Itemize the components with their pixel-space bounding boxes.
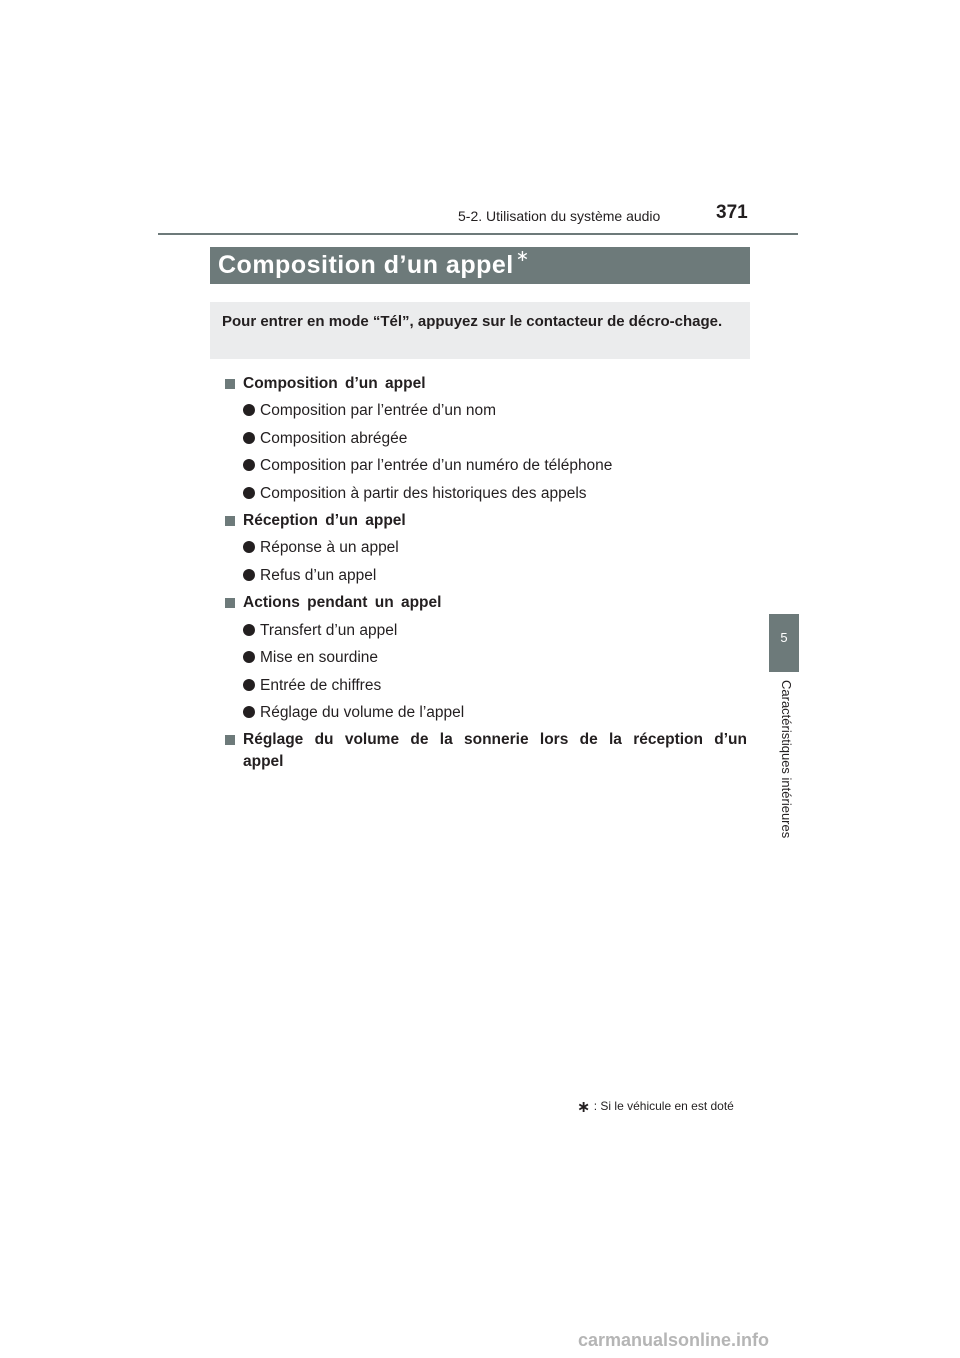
footnote: [577, 1097, 734, 1117]
page-title: Composition d’un appel: [218, 251, 514, 279]
list-item: [243, 620, 397, 642]
list-item-text: Composition par l’entrée d’un nom: [260, 402, 497, 419]
round-bullet-icon: [243, 569, 255, 581]
round-bullet-icon: [243, 404, 255, 416]
header-section-title: 5-2. Utilisation du système audio: [458, 208, 661, 224]
watermark: carmanualsonline.info: [578, 1330, 770, 1350]
round-bullet-icon: [243, 541, 255, 553]
square-bullet-icon: [225, 735, 235, 745]
section-heading: [225, 510, 747, 532]
round-bullet-icon: [243, 624, 255, 636]
list-item: [243, 647, 378, 669]
list-item: [243, 483, 587, 505]
list-item-text: Réponse à un appel: [260, 539, 399, 556]
round-bullet-icon: [243, 679, 255, 691]
round-bullet-icon: [243, 706, 255, 718]
list-item-text: Mise en sourdine: [260, 649, 379, 666]
list-item: [243, 702, 464, 724]
title-bar: [210, 247, 750, 284]
list-item-text: Composition abrégée: [260, 430, 408, 447]
round-bullet-icon: [243, 459, 255, 471]
section-heading-text: Composition d’un appel: [243, 375, 426, 392]
square-bullet-icon: [225, 598, 235, 608]
section-heading: [225, 592, 747, 614]
list-item: [243, 400, 496, 422]
header-rule: [158, 233, 798, 235]
section-heading-text: Actions pendant un appel: [243, 594, 442, 611]
chapter-label: Caractéristiques intérieures: [779, 680, 794, 839]
list-item-text: Composition par l’entrée d’un numéro de téléphone: [260, 457, 613, 474]
page-number: 371: [716, 202, 748, 223]
section-heading: [225, 373, 747, 395]
list-item-text: Transfert d’un appel: [260, 622, 398, 639]
round-bullet-icon: [243, 487, 255, 499]
list-item: [243, 455, 612, 477]
list-item: [243, 565, 376, 587]
list-item: [243, 428, 407, 450]
list-item-text: Refus d’un appel: [260, 567, 377, 584]
chapter-tab: 5: [769, 614, 799, 672]
round-bullet-icon: [243, 432, 255, 444]
asterisk-icon: ∗: [577, 1099, 591, 1116]
square-bullet-icon: [225, 379, 235, 389]
section-heading-text: Réception d’un appel: [243, 512, 406, 529]
footnote-text: : Si le véhicule en est doté: [593, 1099, 734, 1113]
list-item-text: Entrée de chiffres: [260, 677, 382, 694]
list-item: [243, 537, 399, 559]
list-item: [243, 675, 381, 697]
section-heading-text: Réglage du volume de la sonnerie lors de la réception d’un appel: [243, 731, 747, 770]
list-item-text: Réglage du volume de l’appel: [260, 704, 465, 721]
list-item-text: Composition à partir des historiques des appels: [260, 485, 587, 502]
round-bullet-icon: [243, 651, 255, 663]
title-asterisk-icon: ∗: [515, 248, 530, 265]
intro-box: Pour entrer en mode “Tél”, appuyez sur le contacteur de décro-chage.: [210, 302, 750, 359]
square-bullet-icon: [225, 516, 235, 526]
section-heading: [225, 729, 747, 773]
